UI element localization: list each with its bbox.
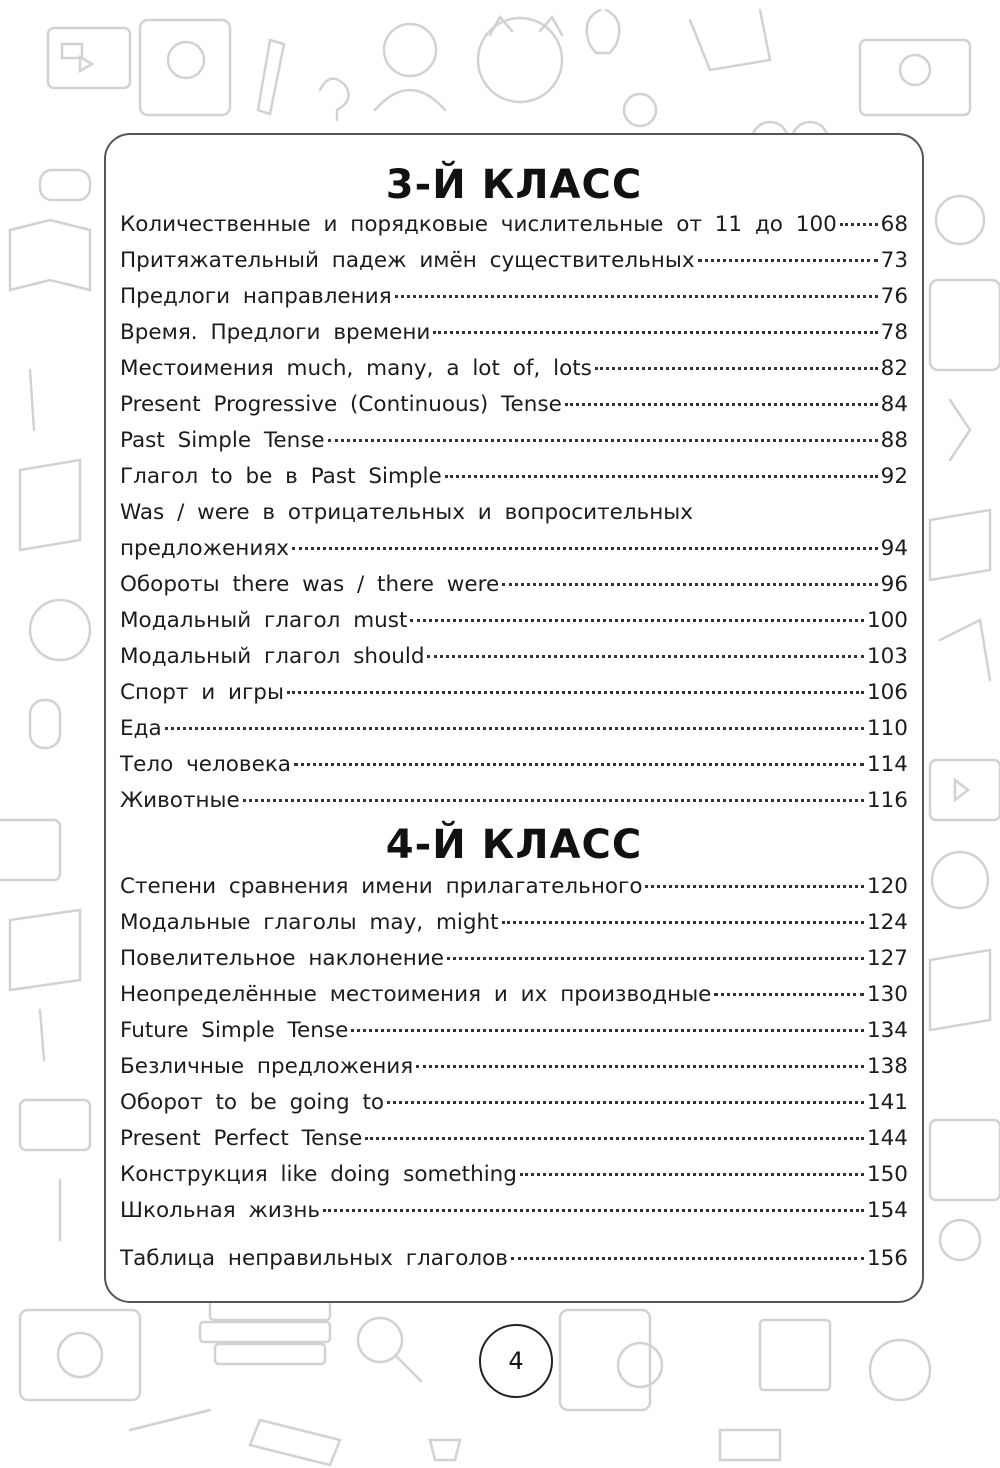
dot-leader [365,1137,864,1140]
page-ref: 150 [866,1162,908,1187]
dot-leader [294,763,864,766]
apple-doodle-icon [624,94,656,126]
toc-entry[interactable]: Животные 116 [120,783,908,819]
page-ref: 103 [866,644,908,669]
dot-leader [416,1065,864,1068]
toc-entry-line2[interactable]: предложениях 94 [120,531,908,567]
toc-entry[interactable]: Притяжательный падеж имён существительных 73 [120,243,908,279]
toc-entry[interactable]: Тело человека 114 [120,747,908,783]
dot-leader [645,885,863,888]
books-doodle-icon [210,1300,330,1320]
page-ref: 138 [866,1054,908,1079]
page-ref: 114 [866,752,908,777]
toc-entry[interactable]: Present Perfect Tense 144 [120,1121,908,1157]
toc-entry[interactable]: Повелительное наклонение 127 [120,941,908,977]
laptop-doodle-icon [860,40,970,115]
pencil-doodle-icon [258,40,284,114]
toc-entry[interactable]: Оборот to be going to 141 [120,1085,908,1121]
toc-entry[interactable]: Модальный глагол must 100 [120,603,908,639]
toc-entry[interactable]: Безличные предложения 138 [120,1049,908,1085]
person-doodle-icon [30,600,90,660]
book-doodle-icon [10,220,90,290]
pen-doodle-icon [130,1410,210,1430]
scroll-doodle-icon [250,1420,340,1465]
dot-leader [387,1101,864,1104]
dot-leader [698,259,878,262]
page-ref: 116 [866,788,908,813]
toc-list-grade-4 [120,869,908,1229]
toc-entry[interactable]: Глагол to be в Past Simple 92 [120,459,908,495]
dot-leader [328,439,878,442]
page-ref: 106 [866,680,908,705]
toc-entry[interactable]: Обороты there was / there were 96 [120,567,908,603]
toc-entry[interactable]: Предлоги направления 76 [120,279,908,315]
cat-doodle-icon [478,18,562,102]
dot-leader [840,223,878,226]
person-doodle-icon [870,1340,930,1400]
page-ref: 156 [866,1246,908,1271]
dot-leader [351,1029,864,1032]
dot-leader [410,619,864,622]
dot-leader [502,583,877,586]
section-title-grade-3: 3-Й КЛАСС [385,162,643,208]
page-ref: 141 [866,1090,908,1115]
speech-doodle-icon [40,170,90,200]
page-ref: 82 [880,356,908,381]
page-ref: 134 [866,1018,908,1043]
page-number: 4 [479,1324,553,1398]
dot-leader [292,547,878,550]
toc-entry[interactable]: Еда 110 [120,711,908,747]
toc-entry[interactable]: Future Simple Tense 134 [120,1013,908,1049]
toc-entry[interactable]: Время. Предлоги времени 78 [120,315,908,351]
toc-entry[interactable]: Спорт и игры 106 [120,675,908,711]
dot-leader [595,367,878,370]
dot-leader [165,727,864,730]
laptop-doodle-icon [20,1310,140,1400]
page-ref: 76 [880,284,908,309]
section-title-grade-4: 4-Й КЛАСС [385,822,643,868]
dot-leader [511,1257,864,1260]
page-ref: 73 [880,248,908,273]
page-ref: 144 [866,1126,908,1151]
toc-entry[interactable]: Модальные глаголы may, might 124 [120,905,908,941]
toc-entry[interactable]: Конструкция like doing something 150 [120,1157,908,1193]
person-doodle-icon [384,24,436,76]
toc-entry[interactable]: Модальный глагол should 103 [120,639,908,675]
dot-leader [502,921,864,924]
lightbulb-doodle-icon [587,10,620,53]
toc-entry[interactable]: Количественные и порядковые числительные от 11 до 100 68 [120,207,908,243]
page-ref: 154 [866,1198,908,1223]
page-ref: 127 [866,946,908,971]
dot-leader [287,691,864,694]
dot-leader [445,475,878,478]
toc-entry[interactable]: Школьная жизнь 154 [120,1193,908,1229]
page-ref: 84 [880,392,908,417]
hand-doodle-icon [690,10,770,70]
dot-leader [433,331,877,334]
monitor-doodle-icon [140,20,230,115]
page-ref: 100 [866,608,908,633]
dot-leader [520,1173,864,1176]
page-ref: 120 [866,874,908,899]
page-ref: 96 [880,572,908,597]
page-ref: 130 [866,982,908,1007]
toc-appendix [120,1241,908,1277]
dot-leader [427,655,863,658]
notepad-doodle-icon [760,1320,830,1390]
dot-leader [243,799,864,802]
page-ref: 78 [880,320,908,345]
toc-entry-line1[interactable]: Was / were в отрицательных и вопросительных [120,500,693,525]
dot-leader [395,295,878,298]
mouse-doodle-icon [30,700,60,748]
page-ref: 92 [880,464,908,489]
toc-entry[interactable]: Неопределённые местоимения и их производные 130 [120,977,908,1013]
dot-leader [447,957,864,960]
dot-leader [714,993,864,996]
page-ref: 68 [880,212,908,237]
trophy-doodle-icon [430,1440,460,1460]
dot-leader [565,403,878,406]
toc-entry-appendix[interactable]: Таблица неправильных глаголов 156 [120,1241,908,1277]
page-ref: 110 [866,716,908,741]
laptop-doodle-icon [48,28,130,88]
toc-entry[interactable]: Present Progressive (Continuous) Tense 84 [120,387,908,423]
page-ref: 94 [880,536,908,561]
toc-entry[interactable]: Past Simple Tense 88 [120,423,908,459]
page-ref: 88 [880,428,908,453]
question-doodle-icon [320,79,349,120]
toc-list-grade-3 [120,207,908,819]
toc-card [104,133,924,1303]
dot-leader [323,1209,864,1212]
page-ref: 124 [866,910,908,935]
toc-entry[interactable]: Степени сравнения имени прилагательного 120 [120,869,908,905]
toc-entry[interactable]: Местоимения much, many, a lot of, lots 82 [120,351,908,387]
keyboard-doodle-icon [720,1430,780,1460]
